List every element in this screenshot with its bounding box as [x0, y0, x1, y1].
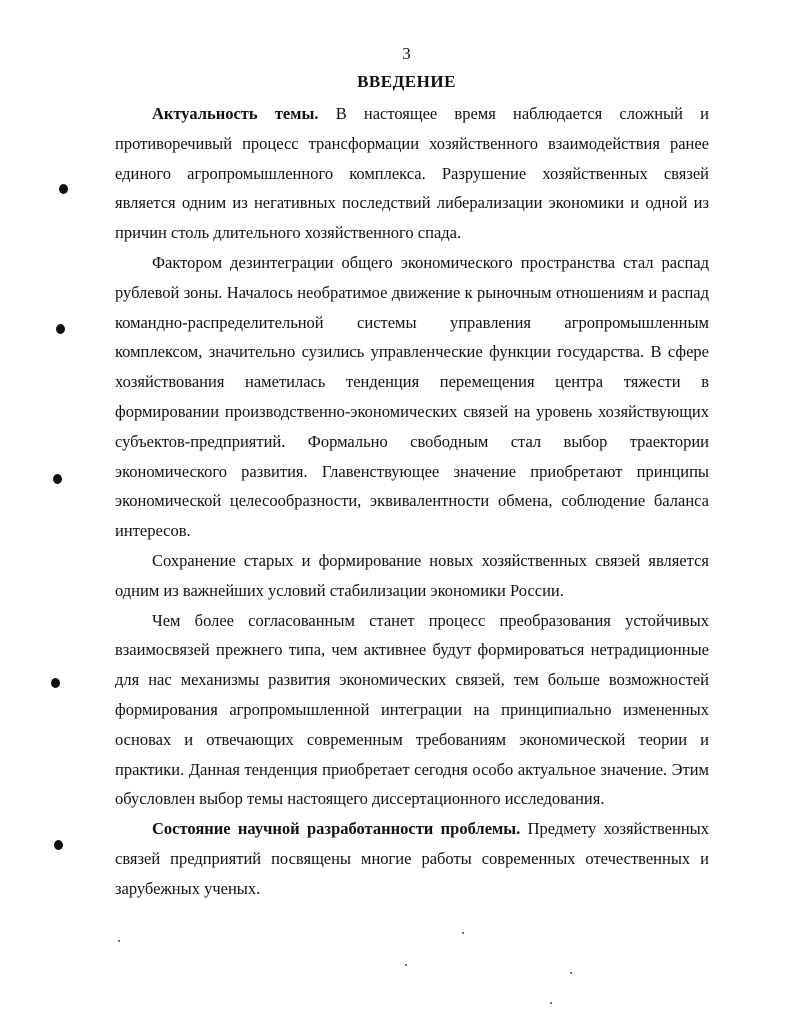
- scan-speck: [118, 940, 120, 942]
- scan-speck: [550, 1002, 552, 1004]
- paragraph-relevance: [115, 99, 709, 248]
- paragraph-coordination: [115, 606, 709, 815]
- page-number: 3: [402, 44, 411, 63]
- paragraph-research-state: [115, 814, 709, 903]
- page-title: ВВЕДЕНИЕ: [357, 72, 456, 91]
- binding-hole-mark: [53, 474, 62, 484]
- paragraph-disintegration: [115, 248, 709, 546]
- scan-speck: [405, 964, 407, 966]
- binding-hole-mark: [54, 840, 63, 850]
- paragraph-text: Сохранение старых и формирование новых хозяйственных связей является одним из важнейших условий стабилизации экономики России.: [115, 550, 709, 600]
- paragraph-lead: Состояние научной разработанности проблемы.: [152, 819, 521, 839]
- paragraph-text: Фактором дезинтеграции общего экономического пространства стал распад рублевой зоны. Началось необратимое движение к рыночным отношениям и распад командно-распределительной системы управления агропромышленным комплексом, значительно сузились управленческие функции государства. В сфере хозяйствования наметилась тенденция перемещения центра тяжести в формировании производственно-экономических связей на уровень хозяйствующих субъектов-предприятий. Формально свободным стал выбор траектории экономического развития. Главенствующее значение приобретают принципы экономической целесообразности, эквивалентности обмена, соблюдение баланса интересов.: [115, 252, 709, 541]
- binding-hole-mark: [59, 184, 68, 194]
- binding-hole-mark: [56, 324, 65, 334]
- paragraph-text: Чем более согласованным станет процесс преобразования устойчивых взаимосвязей прежнего типа, чем активнее будут формироваться нетрадиционные для нас механизмы развития экономических связей, тем больше возможностей формирования агропромышленной интеграции на принципиально измененных основах и отвечающих современным требованиям экономической теории и практики. Данная тенденция приобретает сегодня особо актуальное значение. Этим обусловлен выбор темы настоящего диссертационного исследования.: [115, 610, 709, 809]
- scan-speck: [462, 932, 464, 934]
- body-text: [115, 99, 709, 904]
- scan-speck: [570, 972, 572, 974]
- binding-hole-mark: [51, 678, 60, 688]
- paragraph-lead: Актуальность темы.: [152, 104, 319, 123]
- paragraph-text: В настоящее время наблюдается сложный и противоречивый процесс трансформации хозяйственного взаимодействия ранее единого агропромышленного комплекса. Разрушение хозяйственных связей является одним из негативных последствий либерализации экономики и одной из причин столь длительного хозяйственного спада.: [115, 104, 709, 243]
- paragraph-text: Предмету хозяйственных связей предприятий посвящены многие работы современных отечественных и зарубежных ученых.: [115, 819, 709, 898]
- paragraph-preservation: [115, 546, 709, 606]
